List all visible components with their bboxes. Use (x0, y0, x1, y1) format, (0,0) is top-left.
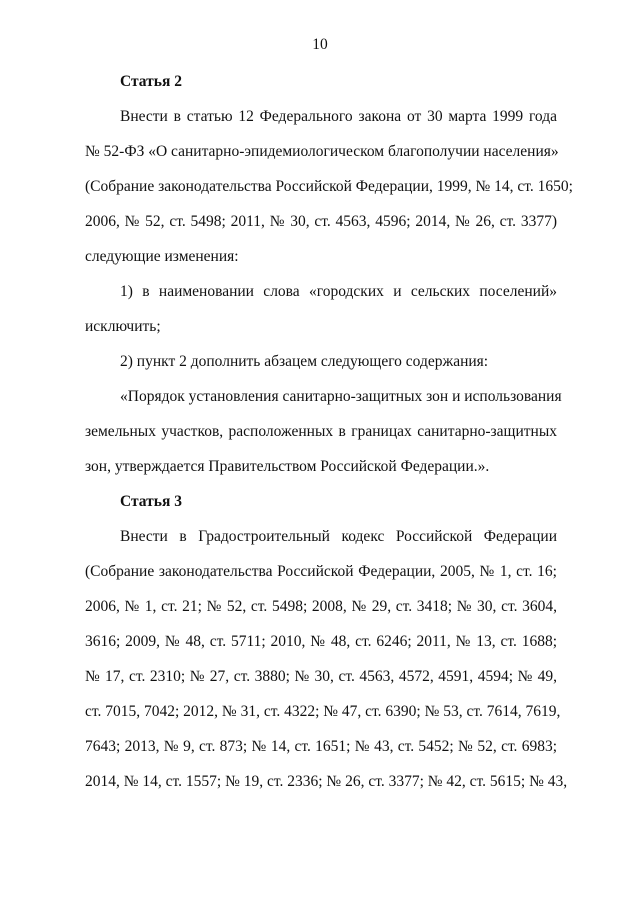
article-2-line: зон, утверждается Правительством Российской Федерации.». (85, 458, 490, 475)
article-3-line: ст. 7015, 7042; 2012, № 31, ст. 4322; № 47, ст. 6390; № 53, ст. 7614, 7619, (85, 703, 561, 720)
article-3-line: (Собрание законодательства Российской Федерации, 2005, № 1, ст. 16; (85, 563, 557, 580)
article-2-line: Внести в статью 12 Федерального закона от 30 марта 1999 года (120, 108, 557, 125)
article-2-line: 2) пункт 2 дополнить абзацем следующего содержания: (120, 353, 489, 370)
article-2-line: № 52-ФЗ «О санитарно-эпидемиологическом благополучии населения» (85, 143, 559, 160)
article-2-line: исключить; (85, 318, 161, 335)
article-3-line: № 17, ст. 2310; № 27, ст. 3880; № 30, ст. 4563, 4572, 4591, 4594; № 49, (85, 668, 557, 685)
article-3-line: Внести в Градостроительный кодекс Российской Федерации (120, 528, 557, 545)
article-3-line: 2006, № 1, ст. 21; № 52, ст. 5498; 2008, № 29, ст. 3418; № 30, ст. 3604, (85, 598, 557, 615)
article-2-heading: Статья 2 (120, 73, 182, 90)
article-2-line: 2006, № 52, ст. 5498; 2011, № 30, ст. 4563, 4596; 2014, № 26, ст. 3377) (85, 213, 557, 230)
article-3-heading: Статья 3 (120, 493, 182, 510)
page-number: 10 (312, 36, 328, 53)
article-3-line: 3616; 2009, № 48, ст. 5711; 2010, № 48, ст. 6246; 2011, № 13, ст. 1688; (85, 633, 557, 650)
article-3-line: 7643; 2013, № 9, ст. 873; № 14, ст. 1651; № 43, ст. 5452; № 52, ст. 6983; (85, 738, 557, 755)
article-2-line: (Собрание законодательства Российской Федерации, 1999, № 14, ст. 1650; (85, 178, 573, 195)
article-3-line: 2014, № 14, ст. 1557; № 19, ст. 2336; № 26, ст. 3377; № 42, ст. 5615; № 43, (85, 773, 568, 790)
article-2-line: земельных участков, расположенных в границах санитарно-защитных (85, 423, 557, 440)
article-2-line: 1) в наименовании слова «городских и сельских поселений» (120, 283, 557, 300)
article-2-line: «Порядок установления санитарно-защитных зон и использования (120, 388, 562, 405)
article-2-line: следующие изменения: (85, 248, 239, 265)
